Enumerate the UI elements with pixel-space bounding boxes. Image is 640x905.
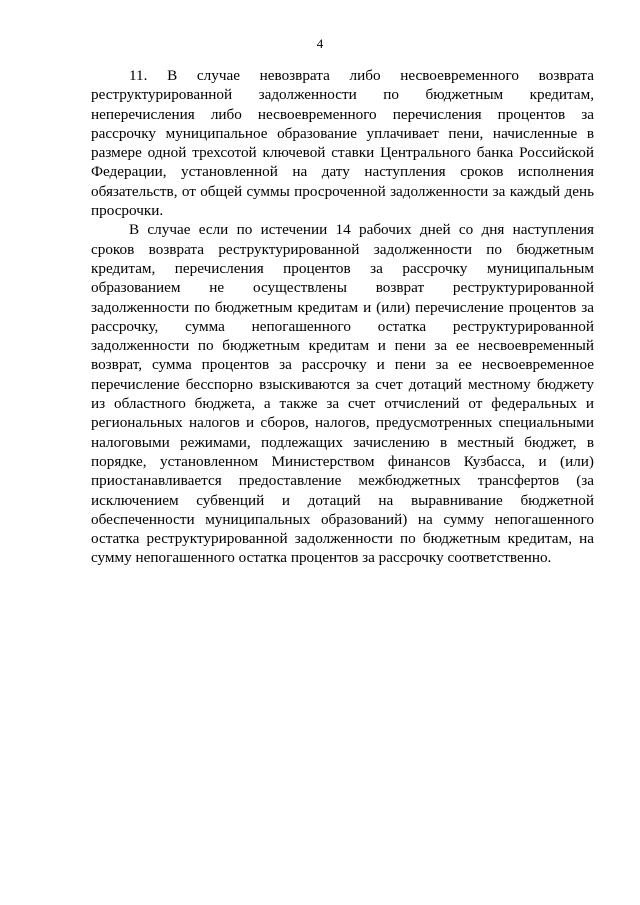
page-number: 4 bbox=[316, 36, 324, 51]
paragraph-recovery-clause: В случае если по истечении 14 рабочих дней со дня наступления сроков возврата реструктурированной задолженности по бюджетным кредитам, перечисления процентов за рассрочку муниципальным образованием не осуществлены возврат реструктурированной задолженности по бюджетным кредитам и (или) перечисление процентов за рассрочку, сумма непогашенного остатка реструктурированной задолженности по бюджетным кредитам и пени за ее несвоевременный возврат, сумма процентов за рассрочку и пени за ее несвоевременное перечисление бесспорно взыскиваются за счет дотаций местному бюджету из областного бюджета, а также за счет отчислений от федеральных и региональных налогов и сборов, налогов, предусмотренных специальными налоговыми режимами, подлежащих зачислению в местный бюджет, в порядке, установленном Министерством финансов Кузбасса, и (или) приостанавливается предоставление межбюджетных трансфертов (за исключением субвенций и дотаций на выравнивание бюджетной обеспеченности муниципальных образований) на сумму непогашенного остатка реструктурированной задолженности по бюджетным кредитам, на сумму непогашенного остатка процентов за рассрочку соответственно. bbox=[91, 221, 594, 567]
paragraph-penalty-clause: 11. В случае невозврата либо несвоевременного возврата реструктурированной задолженности по бюджетным кредитам, неперечисления либо несвоевременного перечисления процентов за рассрочку муниципальное образование уплачивает пени, начисленные в размере одной трехсотой ключевой ставки Центрального банка Российской Федерации, установленной на дату наступления сроков исполнения обязательств, от общей суммы просроченной задолженности за каждый день просрочки. bbox=[91, 67, 594, 220]
document-body bbox=[91, 66, 594, 568]
